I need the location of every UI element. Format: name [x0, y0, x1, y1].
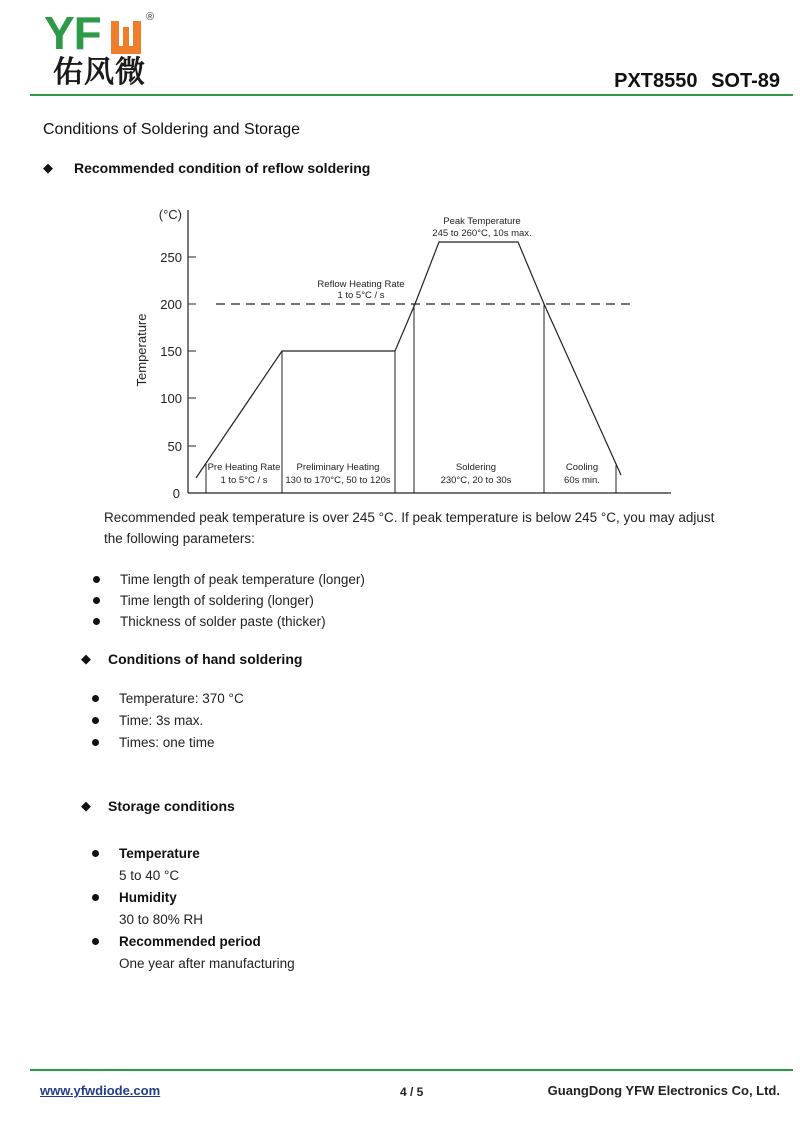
svg-text:100: 100	[160, 391, 182, 406]
logo-chinese-name: 佑风微	[53, 55, 146, 90]
svg-text:1 to 5°C / s: 1 to 5°C / s	[220, 475, 268, 486]
svg-text:Pre Heating Rate: Pre Heating Rate	[207, 462, 281, 473]
logo-letters: YF	[44, 7, 101, 59]
bullet-icon	[93, 576, 100, 583]
svg-text:Cooling: Cooling	[565, 462, 599, 473]
diamond-bullet-icon: ◆	[81, 798, 91, 813]
storage-heading: Storage conditions	[108, 798, 235, 814]
reflow-profile-chart	[130, 200, 690, 500]
bullet-icon	[93, 597, 100, 604]
list-item: Thickness of solder paste (thicker)	[120, 614, 326, 629]
diamond-bullet-icon: ◆	[43, 160, 53, 175]
storage-value-period: One year after manufacturing	[119, 956, 295, 971]
y-unit-label: (°C)	[158, 207, 182, 222]
svg-text:Reflow Heating Rate: Reflow Heating Rate	[317, 279, 405, 290]
bullet-icon	[92, 850, 99, 857]
bullet-icon	[92, 739, 99, 746]
storage-label-humidity: Humidity	[119, 890, 177, 905]
svg-text:50: 50	[167, 439, 182, 454]
footer-divider	[30, 1069, 793, 1071]
bullet-icon	[92, 894, 99, 901]
svg-text:230°C, 20 to 30s: 230°C, 20 to 30s	[440, 475, 512, 486]
header-divider	[30, 94, 793, 96]
reflow-heading: Recommended condition of reflow soldering	[74, 160, 371, 176]
svg-text:245 to 260°C, 10s max.: 245 to 260°C, 10s max.	[432, 228, 532, 239]
hand-soldering-heading: Conditions of hand soldering	[108, 651, 303, 667]
peak-temp-note-line2: the following parameters:	[104, 531, 255, 546]
part-number-title: PXT8550 SOT-89	[614, 70, 780, 92]
bullet-icon	[92, 938, 99, 945]
storage-label-period: Recommended period	[119, 934, 261, 949]
logo-w-mark-icon	[109, 19, 143, 55]
registered-mark: ®	[146, 11, 155, 23]
bullet-icon	[92, 695, 99, 702]
company-name: GuangDong YFW Electronics Co, Ltd.	[547, 1083, 780, 1098]
list-item: Time length of soldering (longer)	[120, 593, 314, 608]
list-item: Temperature: 370 °C	[119, 691, 244, 706]
list-item: Times: one time	[119, 735, 215, 750]
bullet-icon	[93, 618, 100, 625]
y-axis-label: Temperature	[134, 313, 149, 387]
list-item: Time: 3s max.	[119, 713, 204, 728]
svg-text:200: 200	[160, 297, 182, 312]
peak-temp-note-line1: Recommended peak temperature is over 245 °C. If peak temperature is below 245 °C, you may adjust	[104, 510, 715, 525]
svg-text:Soldering: Soldering	[455, 462, 497, 473]
page-number: 4 / 5	[400, 1085, 424, 1099]
svg-text:130 to 170°C, 50 to 120s: 130 to 170°C, 50 to 120s	[285, 475, 391, 486]
svg-text:60s min.: 60s min.	[564, 475, 600, 486]
svg-text:Preliminary Heating: Preliminary Heating	[296, 462, 380, 473]
svg-text:1 to 5°C / s: 1 to 5°C / s	[337, 290, 385, 301]
page-title: Conditions of Soldering and Storage	[43, 121, 301, 138]
svg-text:150: 150	[160, 344, 182, 359]
diamond-bullet-icon: ◆	[81, 651, 91, 666]
svg-text:0: 0	[172, 486, 180, 500]
storage-value-temperature: 5 to 40 °C	[119, 868, 180, 883]
svg-text:Peak Temperature: Peak Temperature	[443, 216, 521, 227]
storage-label-temperature: Temperature	[119, 846, 200, 861]
svg-text:250: 250	[160, 250, 182, 265]
website-link[interactable]: www.yfwdiode.com	[40, 1083, 161, 1098]
bullet-icon	[92, 717, 99, 724]
list-item: Time length of peak temperature (longer)	[120, 572, 365, 587]
storage-value-humidity: 30 to 80% RH	[119, 912, 204, 927]
